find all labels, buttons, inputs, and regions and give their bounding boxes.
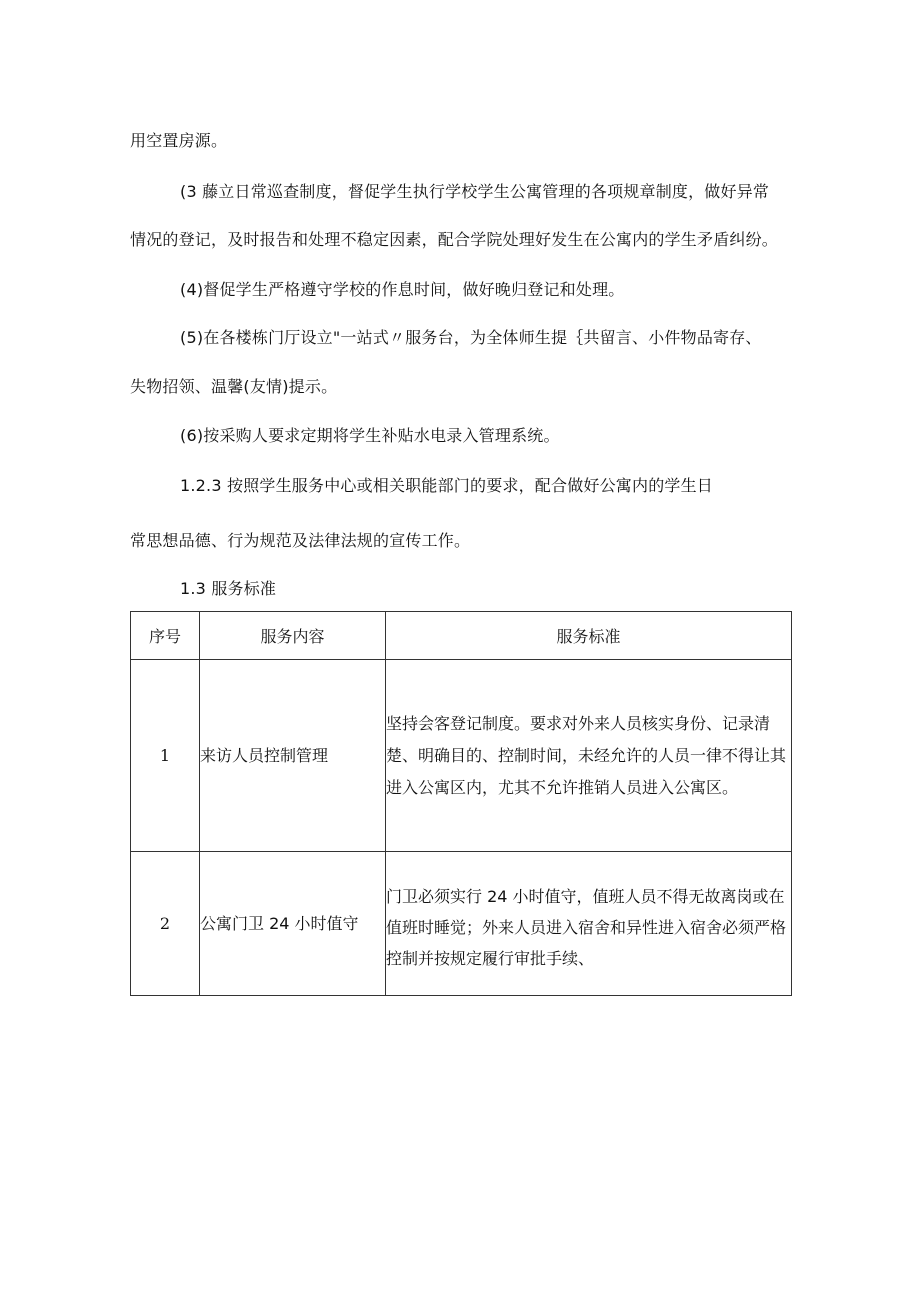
header-service-content: 服务内容 <box>200 612 386 660</box>
table-row <box>131 660 792 852</box>
paragraph-line: 常思想品德、行为规范及法律法规的宣传工作。 <box>130 531 471 550</box>
row-number: 2 <box>131 852 200 996</box>
service-standard-table <box>130 611 792 996</box>
paragraph-line: 情况的登记，及时报告和处理不稳定因素，配合学院处理好发生在公寓内的学生矛盾纠纷。 <box>130 230 779 249</box>
row-service-standard: 坚持会客登记制度。要求对外来人员核实身份、记录清楚、明确目的、控制时间，未经允许的人员一律不得让其进入公寓区内，尤其不允许推销人员进入公寓区。 <box>386 660 792 852</box>
paragraph-line: (4)督促学生严格遵守学校的作息时间，做好晚归登记和处理。 <box>180 280 625 299</box>
section-heading: 1.3 服务标准 <box>180 579 277 598</box>
paragraph-line: (3 藤立日常巡查制度，督促学生执行学校学生公寓管理的各项规章制度，做好异常 <box>180 182 770 201</box>
paragraph-line: (6)按采购人要求定期将学生补贴水电录入管理系统。 <box>180 426 560 445</box>
header-service-standard: 服务标准 <box>386 612 792 660</box>
paragraph-line: 用空置房源。 <box>130 131 228 150</box>
row-service-content: 来访人员控制管理 <box>200 660 386 852</box>
section-heading: 1.2.3 按照学生服务中心或相关职能部门的要求，配合做好公寓内的学生日 <box>180 476 713 495</box>
header-index: 序号 <box>131 612 200 660</box>
row-number: 1 <box>131 660 200 852</box>
row-service-content: 公寓门卫 24 小时值守 <box>200 852 386 996</box>
paragraph-line: (5)在各楼栋门厅设立"一站式〃服务台，为全体师生提｛共留言、小件物品寄存、 <box>180 328 762 347</box>
paragraph-line: 失物招领、温馨(友情)提示。 <box>130 377 338 396</box>
row-service-standard: 门卫必须实行 24 小时值守，值班人员不得无故离岗或在值班时睡觉；外来人员进入宿舍和异性进入宿舍必须严格控制并按规定履行审批手续、 <box>386 852 792 996</box>
table-row <box>131 852 792 996</box>
table-header-row <box>131 612 792 660</box>
